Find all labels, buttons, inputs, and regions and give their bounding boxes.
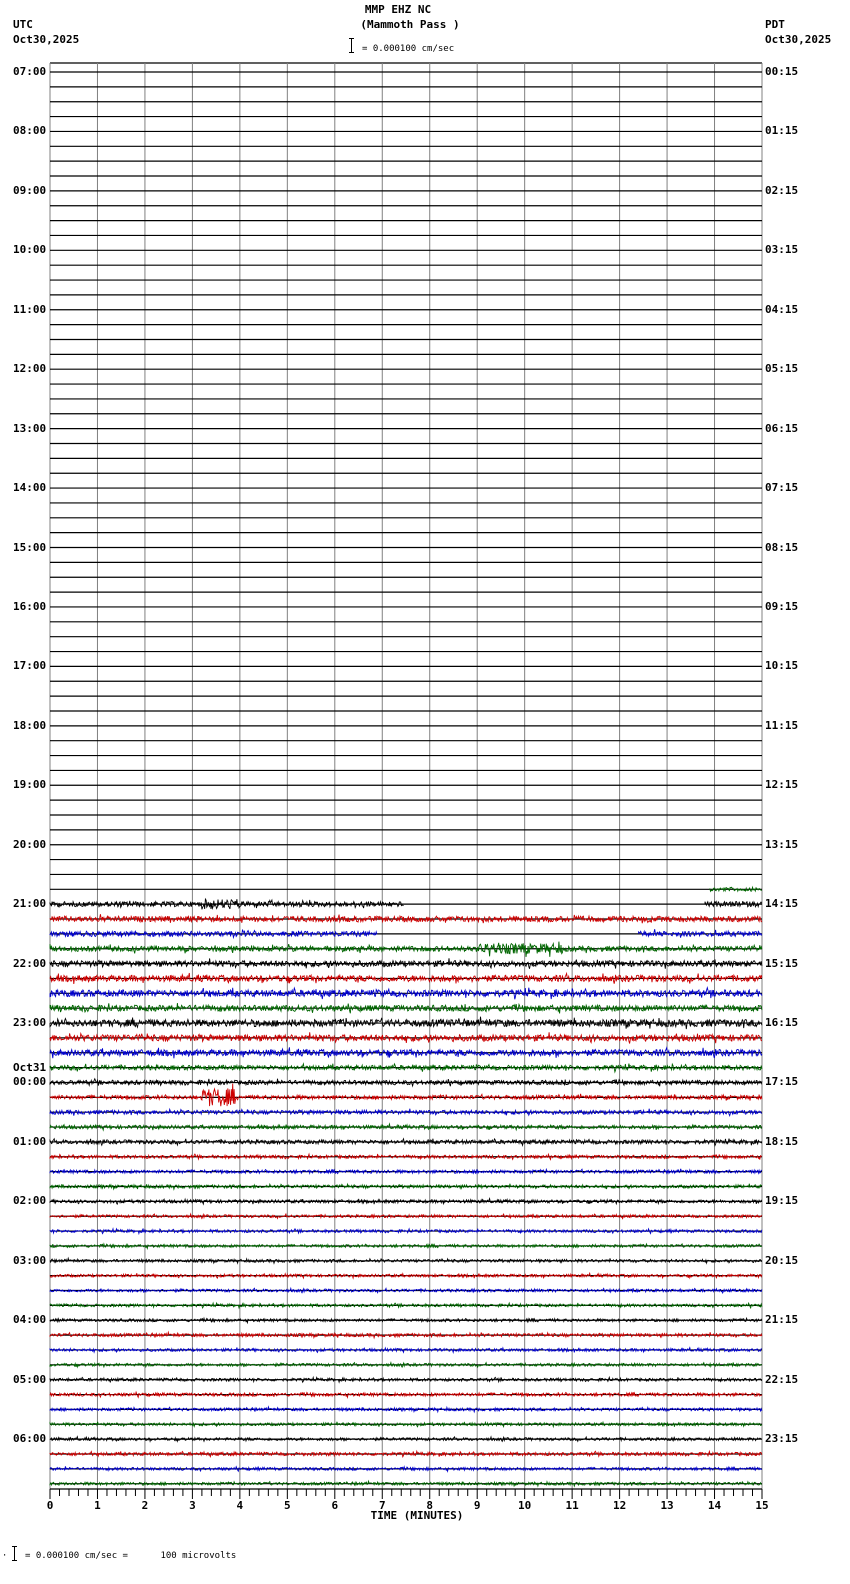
- seismic-trace: [50, 1169, 762, 1174]
- footer-marker: ⋅: [2, 1551, 8, 1561]
- utc-hour-label: 21:00: [13, 897, 47, 911]
- seismic-trace: [50, 1199, 762, 1205]
- x-tick-label: 12: [612, 1499, 627, 1512]
- seismic-trace: [50, 1084, 762, 1107]
- seismic-trace: [50, 914, 762, 923]
- x-tick-label: 15: [755, 1499, 769, 1512]
- pdt-hour-label: 10:15: [765, 659, 799, 673]
- pdt-hour-label: 22:15: [765, 1372, 799, 1386]
- utc-hour-label: 20:00: [13, 837, 47, 851]
- x-tick-label: 14: [707, 1499, 722, 1512]
- pdt-hour-label: 20:15: [765, 1253, 799, 1267]
- utc-hour-label: 13:00: [13, 421, 47, 435]
- pdt-hour-label: 19:15: [765, 1194, 799, 1208]
- seismic-trace: [50, 1047, 762, 1058]
- x-axis-title: TIME (MINUTES): [370, 1509, 464, 1522]
- station-title: MMP EHZ NC: [364, 3, 432, 16]
- seismic-trace: [50, 1348, 762, 1353]
- right-timezone: PDT: [765, 18, 785, 31]
- pdt-hour-label: 15:15: [765, 956, 799, 970]
- x-tick-label: 8: [426, 1499, 434, 1512]
- pdt-hour-label: 06:15: [765, 421, 799, 435]
- x-tick-label: 3: [189, 1499, 196, 1512]
- scale-label: = 0.000100 cm/sec: [362, 44, 455, 54]
- x-tick-label: 2: [141, 1499, 149, 1512]
- utc-hour-label: 19:00: [13, 778, 47, 792]
- utc-hour-label: 11:00: [13, 302, 47, 316]
- seismic-trace: [50, 1244, 762, 1249]
- x-tick-label: 9: [473, 1499, 481, 1512]
- utc-hour-label: 12:00: [13, 362, 47, 376]
- x-tick-label: 10: [518, 1499, 532, 1512]
- utc-hour-label: 06:00: [13, 1432, 47, 1446]
- utc-hour-label: 10:00: [13, 243, 47, 257]
- pdt-hour-label: 04:15: [765, 302, 799, 316]
- utc-hour-label: 03:00: [13, 1253, 47, 1267]
- utc-hour-label: 17:00: [13, 659, 47, 673]
- x-tick-label: 13: [660, 1499, 674, 1512]
- pdt-hour-label: 03:15: [765, 243, 799, 257]
- x-tick-label: 0: [46, 1499, 54, 1512]
- utc-hour-label: 22:00: [13, 956, 47, 970]
- x-tick-label: 5: [284, 1499, 291, 1512]
- pdt-hour-label: 21:15: [765, 1313, 799, 1327]
- utc-hour-label: 23:00: [13, 1016, 47, 1030]
- pdt-hour-label: 14:15: [765, 897, 799, 911]
- seismic-trace: [50, 1332, 762, 1338]
- footer-scale-bar-icon: [11, 1546, 18, 1561]
- pdt-hour-label: 08:15: [765, 540, 799, 554]
- right-date: Oct30,2025: [765, 33, 832, 46]
- seismic-trace: [50, 1392, 762, 1397]
- pdt-hour-label: 16:15: [765, 1016, 799, 1030]
- x-tick-label: 7: [378, 1499, 386, 1512]
- utc-hour-label: 07:00: [13, 65, 47, 78]
- utc-hour-label: 00:00: [13, 1075, 47, 1089]
- seismic-trace: [50, 1437, 762, 1442]
- left-timezone: UTC: [13, 18, 33, 31]
- x-tick-label: 4: [236, 1499, 244, 1512]
- x-tick-label: 1: [94, 1499, 101, 1512]
- utc-hour-label: 16:00: [13, 599, 47, 613]
- pdt-hour-label: 17:15: [765, 1075, 799, 1089]
- utc-hour-label: 18:00: [13, 718, 47, 732]
- seismic-trace: [50, 1273, 762, 1278]
- utc-hour-label: 14:00: [13, 481, 47, 495]
- utc-hour-label: 04:00: [13, 1313, 47, 1327]
- pdt-hour-label: 23:15: [765, 1432, 799, 1446]
- utc-hour-label: 05:00: [13, 1372, 47, 1386]
- x-tick-label: 6: [331, 1499, 339, 1512]
- pdt-hour-label: 02:15: [765, 183, 799, 197]
- pdt-hour-label: 07:15: [765, 481, 799, 495]
- utc-hour-label: 09:00: [13, 183, 47, 197]
- pdt-hour-label: 09:15: [765, 599, 799, 613]
- x-tick-label: 11: [565, 1499, 579, 1512]
- footer-scale-label: = 0.000100 cm/sec = 100 microvolts: [25, 1551, 237, 1561]
- station-location: (Mammoth Pass ): [360, 18, 460, 31]
- pdt-hour-label: 01:15: [765, 124, 799, 138]
- left-date: Oct30,2025: [13, 33, 80, 46]
- utc-hour-label: 02:00: [13, 1194, 47, 1208]
- pdt-hour-label: 05:15: [765, 362, 799, 376]
- seismic-trace: [50, 1377, 762, 1382]
- utc-hour-label: 08:00: [13, 124, 47, 138]
- seismic-trace: [50, 1363, 762, 1368]
- utc-hour-label: 01:00: [13, 1134, 47, 1148]
- utc-date-label: Oct31: [13, 1061, 47, 1075]
- seismic-trace: [50, 1214, 762, 1219]
- utc-hour-label: 15:00: [13, 540, 47, 554]
- pdt-hour-label: 18:15: [765, 1134, 799, 1148]
- pdt-hour-label: 00:15: [765, 65, 799, 78]
- pdt-hour-label: 11:15: [765, 718, 799, 732]
- pdt-hour-label: 13:15: [765, 837, 799, 851]
- pdt-hour-label: 12:15: [765, 778, 799, 792]
